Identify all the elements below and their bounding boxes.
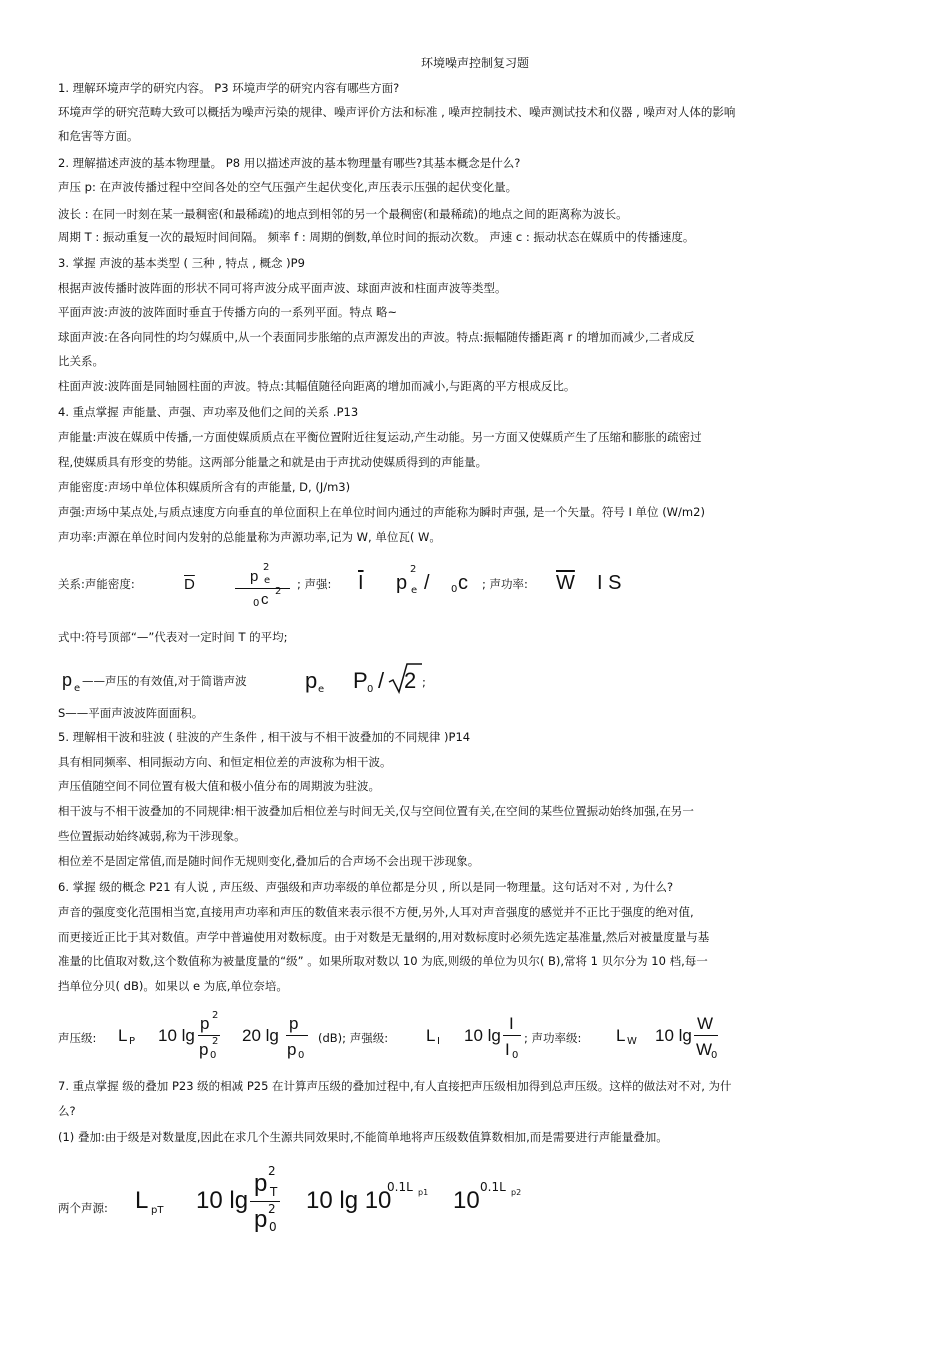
symbol-p: p (289, 1014, 299, 1033)
exponent: 2 (212, 1036, 219, 1047)
fraction-bar (503, 1035, 521, 1036)
fraction-bar (286, 1035, 308, 1036)
fraction-bar (694, 1035, 718, 1036)
fraction-bar (235, 588, 290, 589)
symbol-p: p (200, 1014, 210, 1033)
text-line: 式中:符号顶部“—”代表对一定时间 T 的平均; (58, 630, 288, 644)
coefficient: 10 lg (158, 1026, 195, 1045)
symbol-c: c (261, 591, 269, 608)
text-line: 些位置振动始终减弱,称为干涉现象。 (58, 829, 246, 843)
subscript: p2 (511, 1188, 522, 1197)
text-line: 程,使媒质具有形变的势能。这两部分能量之和就是由于声扰动使媒质得到的声能量。 (58, 455, 488, 469)
subscript: pT (151, 1205, 164, 1216)
coefficient: 10 lg (196, 1187, 249, 1214)
text-line: 具有相同频率、相同振动方向、和恒定相位差的声波称为相干波。 (58, 755, 392, 769)
subscript: 0 (711, 1050, 718, 1061)
equation-text: ——声压的有效值,对于简谐声波 (82, 674, 247, 688)
sqrt-value: 2 (404, 668, 417, 693)
subscript: e (318, 684, 325, 695)
subscript: 0 (512, 1050, 519, 1061)
equation-text: (dB); 声强级: (318, 1031, 389, 1045)
text-line: 相干波与不相干波叠加的不同规律:相干波叠加后相位差与时间无关,仅与空间位置有关,在空间的某些位置振动始终加强,在另一 (58, 804, 694, 818)
symbol-p: p (305, 668, 318, 693)
equation-label: 声压级: (58, 1031, 97, 1045)
equation-label: 两个声源: (58, 1201, 108, 1215)
coefficient: 20 lg (242, 1026, 279, 1045)
symbol-W: W (696, 1040, 713, 1059)
text-line: (1) 叠加:由于级是对数量度,因此在求几个生源共同效果时,不能简单地将声压级数值算数相加,而是需要进行声能量叠加。 (58, 1130, 668, 1144)
text-line: 球面声波:在各向同性的均匀媒质中,从一个表面同步胀缩的点声源发出的声波。特点:振幅随传播距离 r 的增加而减少,二者成反 (58, 330, 695, 344)
subscript: e (74, 683, 81, 694)
symbol-L: L (616, 1026, 626, 1045)
text-line: 比关系。 (58, 354, 104, 368)
exponent: 0.1L (387, 1180, 413, 1194)
text-line: 周期 T : 振动重复一次的最短时间间隔。 频率 f : 周期的倒数,单位时间的振动次数。 声速 c : 振动状态在媒质中的传播速度。 (58, 230, 695, 244)
symbol-W: W (697, 1014, 714, 1033)
symbol-p: p (62, 670, 73, 690)
subscript: I (437, 1036, 440, 1047)
symbol-slash: / (424, 572, 430, 594)
text-line: 声压 p: 在声波传播过程中空间各处的空气压强产生起伏变化,声压表示压强的起伏变化量。 (58, 180, 518, 194)
exponent: 2 (268, 1164, 276, 1178)
text-line: 相位差不是固定常值,而是随时间作无规则变化,叠加后的合声场不会出现干涉现象。 (58, 854, 480, 868)
subscript: 0 (269, 1220, 277, 1234)
text-line: 声压值随空间不同位置有极大值和极小值分布的周期波为驻波。 (58, 779, 380, 793)
document-title: 环境噪声控制复习题 (420, 56, 529, 70)
coefficient: 10 lg (464, 1026, 501, 1045)
text-line: 根据声波传播时波阵面的形状不同可将声波分成平面声波、球面声波和柱面声波等类型。 (58, 281, 507, 295)
text-line: 3. 掌握 声波的基本类型 ( 三种 , 特点 , 概念 )P9 (58, 256, 305, 270)
coefficient: 10 (453, 1187, 480, 1214)
text-line: 声强:声场中某点处,与质点速度方向垂直的单位面积上在单位时间内通过的声能称为瞬时声强, 是一个矢量。符号 I 单位 (W/m2) (58, 505, 705, 519)
exponent: 2 (410, 564, 417, 575)
symbol-P: P (353, 668, 368, 693)
symbol-I: $\overline{I}$ (358, 572, 364, 594)
subscript: e (411, 585, 418, 596)
equation-separator: ; 声功率: (482, 577, 528, 591)
subscript: 0 (298, 1050, 305, 1061)
text-line: 环境声学的研究范畴大致可以概括为噪声污染的规律、噪声评价方法和标准 , 噪声控制技术、噪声测试技术和仪器 , 噪声对人体的影响 (58, 105, 736, 119)
text-line: 柱面声波:波阵面是同轴圆柱面的声波。特点:其幅值随径向距离的增加而减小,与距离的平方根成反比。 (58, 379, 576, 393)
subscript: T (270, 1185, 278, 1199)
symbol-slash: / (378, 668, 385, 693)
symbol-I: I (505, 1040, 510, 1059)
symbol-p: p (287, 1040, 297, 1059)
subscript: 0 (451, 584, 458, 595)
subscript: 0 (367, 684, 374, 695)
text-line: 平面声波:声波的波阵面时垂直于传播方向的一系列平面。特点 略~ (58, 305, 398, 319)
symbol-D: $\overline{D}$ (184, 576, 195, 593)
exponent: 0.1L (480, 1180, 506, 1194)
text-line: S——平面声波波阵面面积。 (58, 706, 204, 720)
symbol-p: p (250, 568, 259, 585)
symbol-I: I (509, 1014, 514, 1033)
symbol-p: p (254, 1206, 268, 1233)
text-line: 而更接近正比于其对数值。声学中普遍使用对数标度。由于对数是无量纲的,用对数标度时必须先选定基准量,然后对被量度量与基 (58, 930, 710, 944)
text-line: 5. 理解相干波和驻波 ( 驻波的产生条件 , 相干波与不相干波叠加的不同规律 )P14 (58, 730, 471, 744)
text-line: 准量的比值取对数,这个数值称为被量度量的“级” 。如果所取对数以 10 为底,则级的单位为贝尔( B),常将 1 贝尔分为 10 档,每一 (58, 954, 708, 968)
text-line: 声功率:声源在单位时间内发射的总能量称为声源功率,记为 W, 单位瓦( W。 (58, 530, 441, 544)
symbol-p: p (199, 1040, 209, 1059)
symbol-L: L (135, 1187, 149, 1214)
text-line: 声能量:声波在媒质中传播,一方面使媒质质点在平衡位置附近往复运动,产生动能。另一方面又使媒质产生了压缩和膨胀的疏密过 (58, 430, 702, 444)
symbol-c: c (458, 572, 468, 594)
coefficient: 10 lg (655, 1026, 692, 1045)
symbol-p: p (254, 1170, 268, 1197)
text-line: 4. 重点掌握 声能量、声强、声功率及他们之间的关系 .P13 (58, 405, 359, 419)
text-line: 7. 重点掌握 级的叠加 P23 级的相减 P25 在计算声压级的叠加过程中,有人直接把声压级相加得到总声压级。这样的做法对不对, 为什 (58, 1079, 732, 1093)
subscript: W (627, 1036, 637, 1047)
coefficient: 10 lg 10 (306, 1187, 392, 1214)
text-line: 1. 理解环境声学的研究内容。 P3 环境声学的研究内容有哪些方面? (58, 81, 400, 95)
text-line: 声能密度:声场中单位体积媒质所含有的声能量, D, (J/m3) (58, 480, 351, 494)
exponent: 2 (275, 586, 282, 597)
text-line: 么? (58, 1104, 76, 1118)
text-line: 挡单位分贝( dB)。如果以 e 为底,单位奈培。 (58, 979, 288, 993)
symbol-p: p (396, 572, 408, 594)
text-line: 和危害等方面。 (58, 129, 139, 143)
equation-label: 关系:声能密度: (58, 577, 135, 591)
exponent: 2 (268, 1202, 276, 1216)
text-line: 6. 掌握 级的概念 P21 有人说 , 声压级、声强级和声功率级的单位都是分贝 , 所以是同一物理量。这句话对不对 , 为什么? (58, 880, 674, 894)
text-line: 波长 : 在同一时刻在某一最稠密(和最稀疏)的地点到相邻的另一个最稠密(和最稀疏)的地点之间的距离称为波长。 (58, 207, 628, 221)
exponent: 2 (263, 562, 270, 573)
equation-separator: ; 声强: (297, 577, 332, 591)
text-line: 2. 理解描述声波的基本物理量。 P8 用以描述声波的基本物理量有哪些?其基本概念是什么? (58, 156, 521, 170)
symbol-W: $\overline{W}$ (556, 572, 575, 594)
symbol-L: L (118, 1026, 128, 1045)
symbol-L: L (426, 1026, 436, 1045)
text-line: 声音的强度变化范围相当宽,直接用声功率和声压的数值来表示很不方便,另外,人耳对声音强度的感觉并不正比于强度的绝对值, (58, 905, 694, 919)
symbol-IS: I S (597, 572, 622, 594)
subscript: P (129, 1036, 136, 1047)
equation-text: ; (422, 675, 426, 689)
subscript: e (264, 575, 271, 586)
subscript: 0 (253, 598, 260, 609)
subscript: 0 (210, 1050, 217, 1061)
exponent: 2 (212, 1010, 219, 1021)
equation-text: ; 声功率级: (524, 1031, 582, 1045)
subscript: p1 (418, 1188, 429, 1197)
